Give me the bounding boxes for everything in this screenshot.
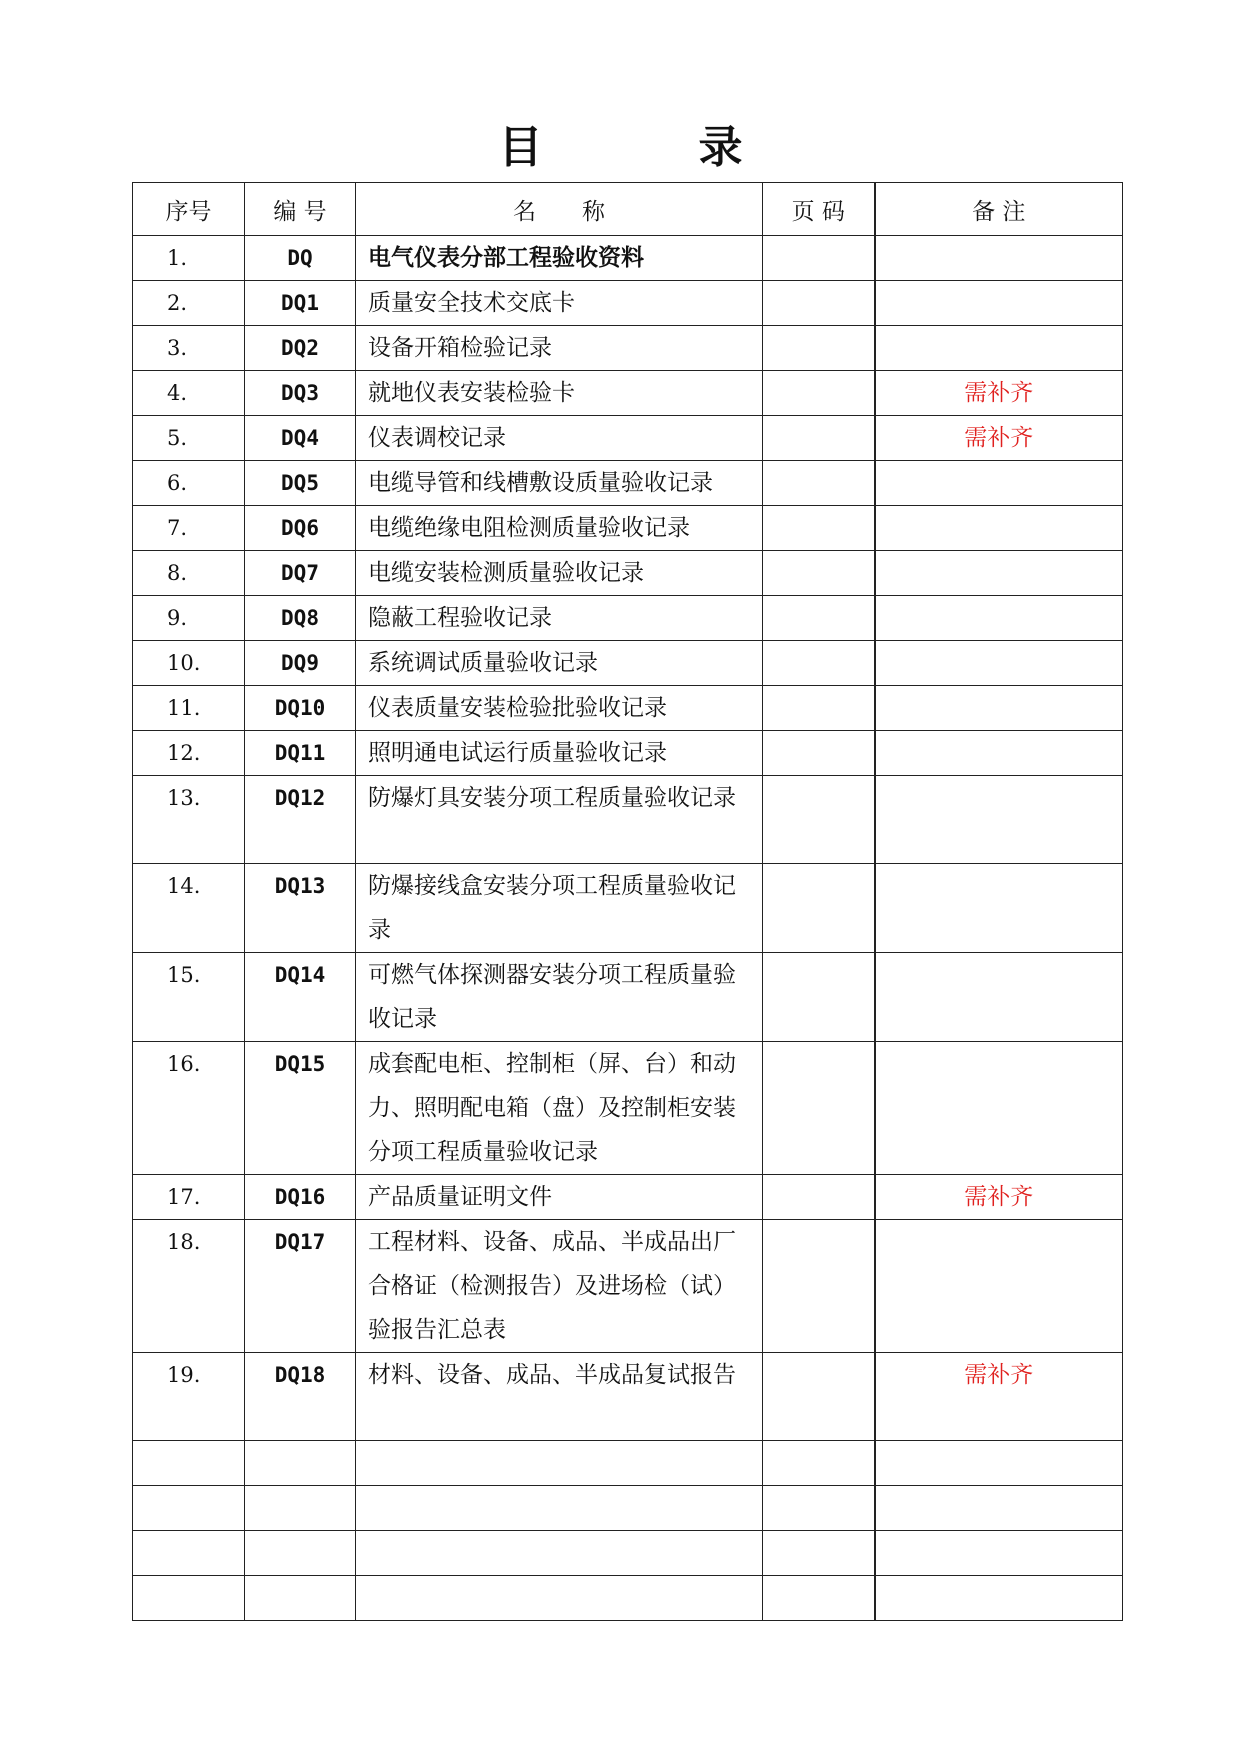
row-name: 电气仪表分部工程验收资料 xyxy=(356,236,763,281)
row-code: DQ18 xyxy=(245,1353,356,1441)
row-page xyxy=(763,1531,875,1576)
row-page xyxy=(763,461,875,506)
row-code: DQ11 xyxy=(245,731,356,776)
table-row xyxy=(133,1441,1123,1486)
row-code xyxy=(245,1531,356,1576)
table-row xyxy=(133,776,1123,864)
row-code: DQ14 xyxy=(245,953,356,1042)
row-name xyxy=(356,1531,763,1576)
row-code xyxy=(245,1441,356,1486)
table-row xyxy=(133,1531,1123,1576)
table-row xyxy=(133,281,1123,326)
table-row xyxy=(133,236,1123,281)
row-page xyxy=(763,1220,875,1353)
row-remark xyxy=(875,596,1123,641)
table-row xyxy=(133,864,1123,953)
row-seq: 13. xyxy=(133,776,245,864)
row-seq: 3. xyxy=(133,326,245,371)
header-row xyxy=(133,183,1123,236)
row-remark xyxy=(875,686,1123,731)
row-seq: 4. xyxy=(133,371,245,416)
row-code: DQ1 xyxy=(245,281,356,326)
row-code: DQ2 xyxy=(245,326,356,371)
row-code: DQ xyxy=(245,236,356,281)
row-seq: 7. xyxy=(133,506,245,551)
row-name: 防爆灯具安装分项工程质量验收记录 xyxy=(356,776,763,864)
row-code: DQ13 xyxy=(245,864,356,953)
row-remark xyxy=(875,1486,1123,1531)
table-row xyxy=(133,953,1123,1042)
row-page xyxy=(763,551,875,596)
header-remark: 备 注 xyxy=(875,183,1123,236)
row-name: 仪表质量安装检验批验收记录 xyxy=(356,686,763,731)
row-name xyxy=(356,1576,763,1621)
row-name: 设备开箱检验记录 xyxy=(356,326,763,371)
table-row xyxy=(133,596,1123,641)
row-seq xyxy=(133,1531,245,1576)
row-remark: 需补齐 xyxy=(875,1175,1123,1220)
row-name: 成套配电柜、控制柜（屏、台）和动力、照明配电箱（盘）及控制柜安装分项工程质量验收记录 xyxy=(356,1042,763,1175)
row-name xyxy=(356,1486,763,1531)
row-name: 照明通电试运行质量验收记录 xyxy=(356,731,763,776)
row-name: 仪表调校记录 xyxy=(356,416,763,461)
row-remark xyxy=(875,461,1123,506)
row-remark xyxy=(875,281,1123,326)
table-row xyxy=(133,416,1123,461)
row-code: DQ16 xyxy=(245,1175,356,1220)
table-row xyxy=(133,641,1123,686)
row-code: DQ3 xyxy=(245,371,356,416)
row-code: DQ4 xyxy=(245,416,356,461)
row-name: 防爆接线盒安装分项工程质量验收记录 xyxy=(356,864,763,953)
row-remark xyxy=(875,1576,1123,1621)
row-remark xyxy=(875,326,1123,371)
contents-table xyxy=(132,182,1123,1621)
row-name: 可燃气体探测器安装分项工程质量验收记录 xyxy=(356,953,763,1042)
row-seq: 16. xyxy=(133,1042,245,1175)
table-row xyxy=(133,326,1123,371)
table-row xyxy=(133,506,1123,551)
row-code: DQ12 xyxy=(245,776,356,864)
row-seq: 10. xyxy=(133,641,245,686)
row-page xyxy=(763,416,875,461)
row-page xyxy=(763,1576,875,1621)
row-remark xyxy=(875,641,1123,686)
row-page xyxy=(763,371,875,416)
row-name: 电缆安装检测质量验收记录 xyxy=(356,551,763,596)
row-page xyxy=(763,236,875,281)
row-page xyxy=(763,776,875,864)
row-name: 系统调试质量验收记录 xyxy=(356,641,763,686)
row-remark xyxy=(875,864,1123,953)
row-code: DQ7 xyxy=(245,551,356,596)
row-page xyxy=(763,686,875,731)
row-remark xyxy=(875,236,1123,281)
row-remark xyxy=(875,1220,1123,1353)
row-name xyxy=(356,1441,763,1486)
row-page xyxy=(763,1441,875,1486)
table-row xyxy=(133,371,1123,416)
table-row xyxy=(133,1353,1123,1441)
row-seq: 1. xyxy=(133,236,245,281)
header-name: 名 称 xyxy=(356,183,763,236)
row-page xyxy=(763,1175,875,1220)
table-row xyxy=(133,686,1123,731)
row-code: DQ5 xyxy=(245,461,356,506)
row-page xyxy=(763,641,875,686)
row-name: 材料、设备、成品、半成品复试报告 xyxy=(356,1353,763,1441)
table-row xyxy=(133,461,1123,506)
row-page xyxy=(763,731,875,776)
row-remark xyxy=(875,776,1123,864)
row-seq: 9. xyxy=(133,596,245,641)
row-seq: 2. xyxy=(133,281,245,326)
row-seq: 5. xyxy=(133,416,245,461)
row-seq xyxy=(133,1441,245,1486)
row-page xyxy=(763,1353,875,1441)
document-title: 目 录 xyxy=(498,122,799,173)
row-page xyxy=(763,506,875,551)
row-remark: 需补齐 xyxy=(875,416,1123,461)
row-code xyxy=(245,1576,356,1621)
row-seq xyxy=(133,1486,245,1531)
row-seq: 15. xyxy=(133,953,245,1042)
header-seq: 序号 xyxy=(133,183,245,236)
row-name: 就地仪表安装检验卡 xyxy=(356,371,763,416)
header-code: 编 号 xyxy=(245,183,356,236)
table-row xyxy=(133,1042,1123,1175)
row-remark: 需补齐 xyxy=(875,1353,1123,1441)
row-page xyxy=(763,281,875,326)
row-code: DQ9 xyxy=(245,641,356,686)
row-page xyxy=(763,326,875,371)
header-page: 页 码 xyxy=(763,183,875,236)
row-seq xyxy=(133,1576,245,1621)
row-name: 工程材料、设备、成品、半成品出厂合格证（检测报告）及进场检（试）验报告汇总表 xyxy=(356,1220,763,1353)
row-page xyxy=(763,1486,875,1531)
row-seq: 19. xyxy=(133,1353,245,1441)
row-name: 产品质量证明文件 xyxy=(356,1175,763,1220)
row-seq: 17. xyxy=(133,1175,245,1220)
row-name: 电缆绝缘电阻检测质量验收记录 xyxy=(356,506,763,551)
row-name: 质量安全技术交底卡 xyxy=(356,281,763,326)
row-remark xyxy=(875,1441,1123,1486)
table-row xyxy=(133,551,1123,596)
row-seq: 11. xyxy=(133,686,245,731)
row-seq: 6. xyxy=(133,461,245,506)
row-code: DQ8 xyxy=(245,596,356,641)
row-remark xyxy=(875,953,1123,1042)
table-row xyxy=(133,1220,1123,1353)
row-page xyxy=(763,1042,875,1175)
row-remark: 需补齐 xyxy=(875,371,1123,416)
row-seq: 14. xyxy=(133,864,245,953)
row-page xyxy=(763,864,875,953)
row-remark xyxy=(875,731,1123,776)
row-remark xyxy=(875,551,1123,596)
table-row xyxy=(133,1175,1123,1220)
row-code: DQ15 xyxy=(245,1042,356,1175)
row-remark xyxy=(875,1531,1123,1576)
row-seq: 12. xyxy=(133,731,245,776)
row-name: 电缆导管和线槽敷设质量验收记录 xyxy=(356,461,763,506)
table-row xyxy=(133,1486,1123,1531)
row-remark xyxy=(875,506,1123,551)
row-page xyxy=(763,953,875,1042)
row-code xyxy=(245,1486,356,1531)
row-code: DQ10 xyxy=(245,686,356,731)
row-code: DQ6 xyxy=(245,506,356,551)
row-remark xyxy=(875,1042,1123,1175)
row-seq: 8. xyxy=(133,551,245,596)
row-page xyxy=(763,596,875,641)
row-seq: 18. xyxy=(133,1220,245,1353)
row-code: DQ17 xyxy=(245,1220,356,1353)
table-row xyxy=(133,731,1123,776)
table-row xyxy=(133,1576,1123,1621)
row-name: 隐蔽工程验收记录 xyxy=(356,596,763,641)
